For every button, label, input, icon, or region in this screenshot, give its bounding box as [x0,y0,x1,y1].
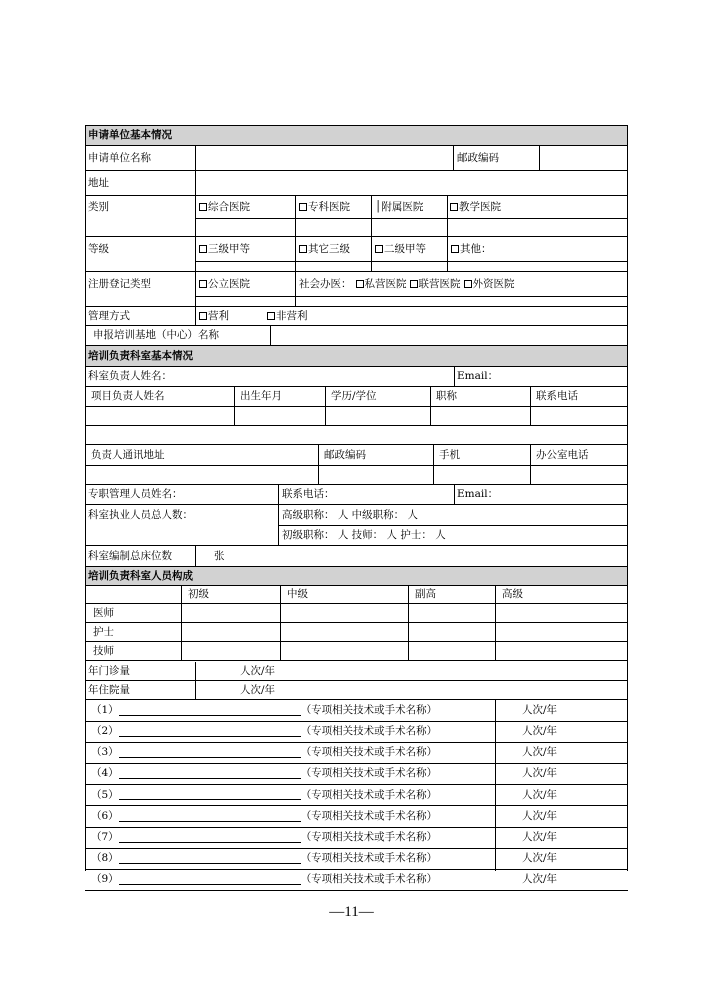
table-rule [195,272,196,306]
grade-option-other3-label: 其它三级 [308,242,350,255]
type-option-general-label: 综合医院 [208,200,250,213]
table-rule [295,196,296,236]
registration-label: 注册登记类型 [88,277,151,290]
table-rule [85,125,628,126]
row-project-values [85,407,627,425]
address-value-field[interactable] [86,466,318,484]
table-rule [495,586,496,661]
procedure-name-cell[interactable] [85,721,495,741]
procedure-number: （7） [91,830,119,843]
procedure-hint: （专项相关技术或手术名称） [300,852,438,865]
table-rule [539,146,540,170]
inpatient-label: 年住院量 [88,683,130,696]
grade-option-2a[interactable] [372,237,448,261]
mgmt-option-profit-label: 营利 [208,309,229,322]
address-header: 邮政编码 [324,448,366,461]
procedure-name-field[interactable] [119,768,301,779]
procedure-count-unit[interactable]: 人次/年 [522,873,558,886]
table-rule [295,237,296,271]
reg-social-option[interactable]: 私营医院 [364,277,407,290]
procedure-count-unit[interactable]: 人次/年 [522,852,558,865]
section-title: 培训负责科室基本情况 [85,346,627,366]
section-title: 申请单位基本情况 [85,125,627,145]
table-rule [195,196,196,236]
reg-social-option[interactable]: 联营医院 [418,277,461,290]
address-label: 地址 [88,176,109,189]
checkbox-icon[interactable] [199,312,207,320]
table-rule [85,890,628,891]
row-type [85,196,627,218]
row-staff-2 [85,526,627,545]
staff-count-field[interactable] [409,604,495,622]
procedure-number: （4） [91,767,119,780]
address-value-field[interactable] [531,466,627,484]
staff-count-field[interactable] [409,623,495,641]
checkbox-icon[interactable] [450,203,458,211]
procedure-number: （9） [91,873,119,886]
checkbox-icon[interactable] [299,245,307,253]
table-rule [195,681,196,699]
table-rule [280,586,281,661]
table-rule [295,272,296,306]
row-procedure [85,848,627,868]
procedure-number: （1） [91,703,119,716]
type-option-general[interactable] [196,196,296,218]
procedure-count-unit[interactable]: 人次/年 [522,809,558,822]
procedure-name-cell[interactable] [85,742,495,762]
procedure-name-cell[interactable] [85,764,495,784]
row-project-headers [85,387,627,406]
procedure-count-unit[interactable]: 人次/年 [522,746,558,759]
table-rule [195,237,196,271]
section-header-applicant [85,125,627,145]
dept-head-label: 科室负责人姓名： [88,370,172,383]
table-rule [270,326,271,345]
row-staff-col-headers [85,586,627,603]
procedure-name-field[interactable] [119,747,301,758]
row-procedure [85,785,627,805]
staff-count-field[interactable] [281,642,408,660]
staff-count-field[interactable] [281,604,408,622]
row-staff-1 [85,505,627,525]
project-value-field[interactable] [86,407,234,425]
beds-label: 科室编制总床位数 [88,549,172,562]
page-number: —11— [329,904,374,920]
project-value-field[interactable] [235,407,325,425]
table-rule [530,387,531,425]
row-procedure [85,742,627,762]
table-rule [278,485,279,504]
procedure-hint: （专项相关技术或手术名称） [300,809,438,822]
procedure-name-field[interactable] [119,789,301,800]
table-rule [195,218,628,219]
row-registration [85,272,627,296]
table-rule [627,125,628,871]
section-header-dept [85,346,627,366]
row-address [85,171,627,195]
row-spacer [85,426,627,444]
checkbox-icon[interactable] [299,203,307,211]
inpatient-unit[interactable]: 人次/年 [240,683,276,696]
procedure-name-cell[interactable] [85,700,495,720]
procedure-count-unit[interactable]: 人次/年 [522,767,558,780]
staff-col-header: 副高 [415,588,436,601]
table-rule [430,387,431,425]
row-beds [85,546,627,566]
table-rule [495,700,496,871]
procedure-number: （6） [91,809,119,822]
manager-email-label[interactable]: Email： [457,488,499,501]
row-staff-0 [85,604,627,622]
row-staff-1 [85,623,627,641]
table-rule [433,445,434,484]
reg-social [296,272,626,296]
address-header: 办公室电话 [536,448,589,461]
row-outpatient [85,662,627,680]
reg-option-public-label: 公立医院 [208,277,250,290]
type-label: 类别 [88,200,109,213]
staff-count-field[interactable] [409,642,495,660]
procedure-number: （5） [91,788,119,801]
row-procedure [85,806,627,826]
checkbox-icon[interactable] [199,203,207,211]
row-procedure [85,700,627,720]
procedure-hint: （专项相关技术或手术名称） [300,724,438,737]
table-rule [454,485,455,504]
checkbox-icon[interactable] [199,280,207,288]
address-value-field[interactable] [319,466,433,484]
table-rule [195,171,196,195]
project-header: 项目负责人姓名 [91,390,165,403]
staff-row-label: 技师 [93,644,114,657]
row-inpatient [85,681,627,699]
project-header: 出生年月 [240,390,282,403]
table-rule [371,237,372,271]
table-rule [453,146,454,170]
table-rule [530,445,531,484]
row-staff-2 [85,642,627,660]
table-rule [371,196,372,236]
grade-label: 等级 [88,242,109,255]
type-option-affiliated [372,196,448,218]
staff-count-field[interactable] [281,623,408,641]
type-option-specialist[interactable] [296,196,372,218]
applicant-name-field[interactable] [196,146,453,170]
staff-count-field[interactable] [182,623,280,641]
divider-icon: │ [375,200,382,213]
outpatient-label: 年门诊量 [88,664,130,677]
staff-count-field[interactable] [496,604,627,622]
zip-label: 邮政编码 [457,151,499,164]
address-value-field[interactable] [434,466,530,484]
outpatient-unit[interactable]: 人次/年 [240,664,276,677]
table-rule [447,237,448,271]
procedure-name-field[interactable] [119,874,301,885]
checkbox-icon[interactable] [267,312,275,320]
section-title: 培训负责科室人员构成 [85,567,627,585]
row-applicant-name [85,146,627,170]
staff-senior-mid[interactable]: 高级职称： 人 中级职称： 人 [282,508,419,521]
grade-option-3a-label: 三级甲等 [208,242,250,255]
procedure-number: （2） [91,724,119,737]
checkbox-icon[interactable] [375,245,383,253]
procedure-name-cell[interactable] [85,785,495,805]
base-name-label: 申报培训基地（中心）名称 [93,329,219,342]
management-label: 管理方式 [88,309,130,322]
row-management [85,307,627,325]
applicant-name-label: 申请单位名称 [88,151,151,164]
procedure-hint: （专项相关技术或手术名称） [300,746,438,759]
procedure-name-field[interactable] [119,726,301,737]
project-header: 联系电话 [536,390,578,403]
row-procedure [85,870,627,890]
row-manager [85,485,627,504]
grade-option-other[interactable] [448,237,618,261]
manager-label: 专职管理人员姓名： [88,488,183,501]
table-rule [408,586,409,661]
procedure-count-unit[interactable]: 人次/年 [522,724,558,737]
procedure-hint: （专项相关技术或手术名称） [300,703,438,716]
grade-option-other-label: 其他： [460,242,492,255]
type-option-teaching-label: 教学医院 [459,200,501,213]
base-name-field[interactable] [271,326,626,345]
procedure-count-unit[interactable]: 人次/年 [522,703,558,716]
table-rule [454,367,455,386]
grade-option-2a-label: 二级甲等 [384,242,426,255]
table-rule [325,387,326,425]
table-rule [318,445,319,484]
staff-row-label: 护士 [93,625,114,638]
grade-option-other3[interactable] [296,237,372,261]
table-rule [195,662,196,680]
procedure-hint: （专项相关技术或手术名称） [300,767,438,780]
type-option-affiliated-label: 附属医院 [381,200,424,213]
table-rule [278,505,279,545]
staff-row-label: 医师 [93,606,114,619]
table-rule [181,586,182,661]
table-rule [234,387,235,425]
section-header-staff [85,567,627,585]
project-value-field[interactable] [326,407,430,425]
table-rule [195,296,628,297]
row-base-name [85,326,627,345]
project-value-field[interactable] [431,407,530,425]
staff-count-field[interactable] [182,604,280,622]
table-rule [195,546,196,566]
row-procedure [85,721,627,741]
mgmt-option-profit[interactable] [196,307,264,325]
table-rule [195,307,196,325]
table-rule [195,261,628,262]
address-header: 手机 [439,448,460,461]
checkbox-icon[interactable] [410,280,418,288]
grade-option-3a[interactable] [196,237,296,261]
mgmt-option-nonprofit[interactable] [264,307,364,325]
procedure-name-cell[interactable] [85,827,495,847]
beds-unit[interactable]: 张 [214,549,225,562]
reg-social-label: 社会办医： [299,277,352,290]
project-header: 学历/学位 [331,390,377,403]
procedure-name-field[interactable] [119,705,301,716]
row-address-headers [85,445,627,465]
table-rule [447,196,448,236]
staff-col-header: 中级 [287,588,308,601]
procedure-name-field[interactable] [119,832,301,843]
procedure-number: （8） [91,852,119,865]
procedure-hint: （专项相关技术或手术名称） [300,830,438,843]
staff-col-header: 初级 [188,588,209,601]
zip-field[interactable] [540,146,626,170]
reg-option-public[interactable] [196,272,296,296]
address-header: 负责人通讯地址 [91,448,165,461]
procedure-hint: （专项相关技术或手术名称） [300,873,438,886]
table-rule [85,125,86,871]
staff-count-field[interactable] [496,623,627,641]
project-header: 职称 [436,390,457,403]
staff-count-field[interactable] [496,642,627,660]
procedure-number: （3） [91,746,119,759]
procedure-count-unit[interactable]: 人次/年 [522,830,558,843]
table-rule [195,146,196,170]
procedure-hint: （专项相关技术或手术名称） [300,788,438,801]
type-option-teaching[interactable] [447,196,617,218]
procedure-count-unit[interactable]: 人次/年 [522,788,558,801]
checkbox-icon[interactable] [199,245,207,253]
checkbox-icon[interactable] [356,280,364,288]
dept-email-label[interactable]: Email： [457,370,499,383]
mgmt-option-nonprofit-label: 非营利 [276,309,308,322]
row-procedure [85,827,627,847]
row-dept-head [85,367,627,386]
staff-count-field[interactable] [182,642,280,660]
staff-total-label: 科室执业人员总人数： [88,508,193,521]
row-grade [85,237,627,261]
type-option-specialist-label: 专科医院 [308,200,350,213]
project-value-field[interactable] [531,407,627,425]
procedure-name-cell[interactable] [85,848,495,868]
procedure-name-cell[interactable] [85,806,495,826]
staff-junior-tech-nurse[interactable]: 初级职称： 人 技师： 人 护士： 人 [282,529,446,542]
checkbox-icon[interactable] [464,280,472,288]
procedure-name-field[interactable] [119,853,301,864]
manager-phone-label[interactable]: 联系电话： [282,488,335,501]
procedure-name-cell[interactable] [85,870,495,890]
procedure-name-field[interactable] [119,811,301,822]
row-address-values [85,466,627,484]
row-procedure [85,764,627,784]
reg-social-option[interactable]: 外资医院 [472,277,515,290]
address-field[interactable] [196,171,626,195]
checkbox-icon[interactable] [451,245,459,253]
table-rule [85,660,628,661]
staff-col-header: 高级 [502,588,523,601]
